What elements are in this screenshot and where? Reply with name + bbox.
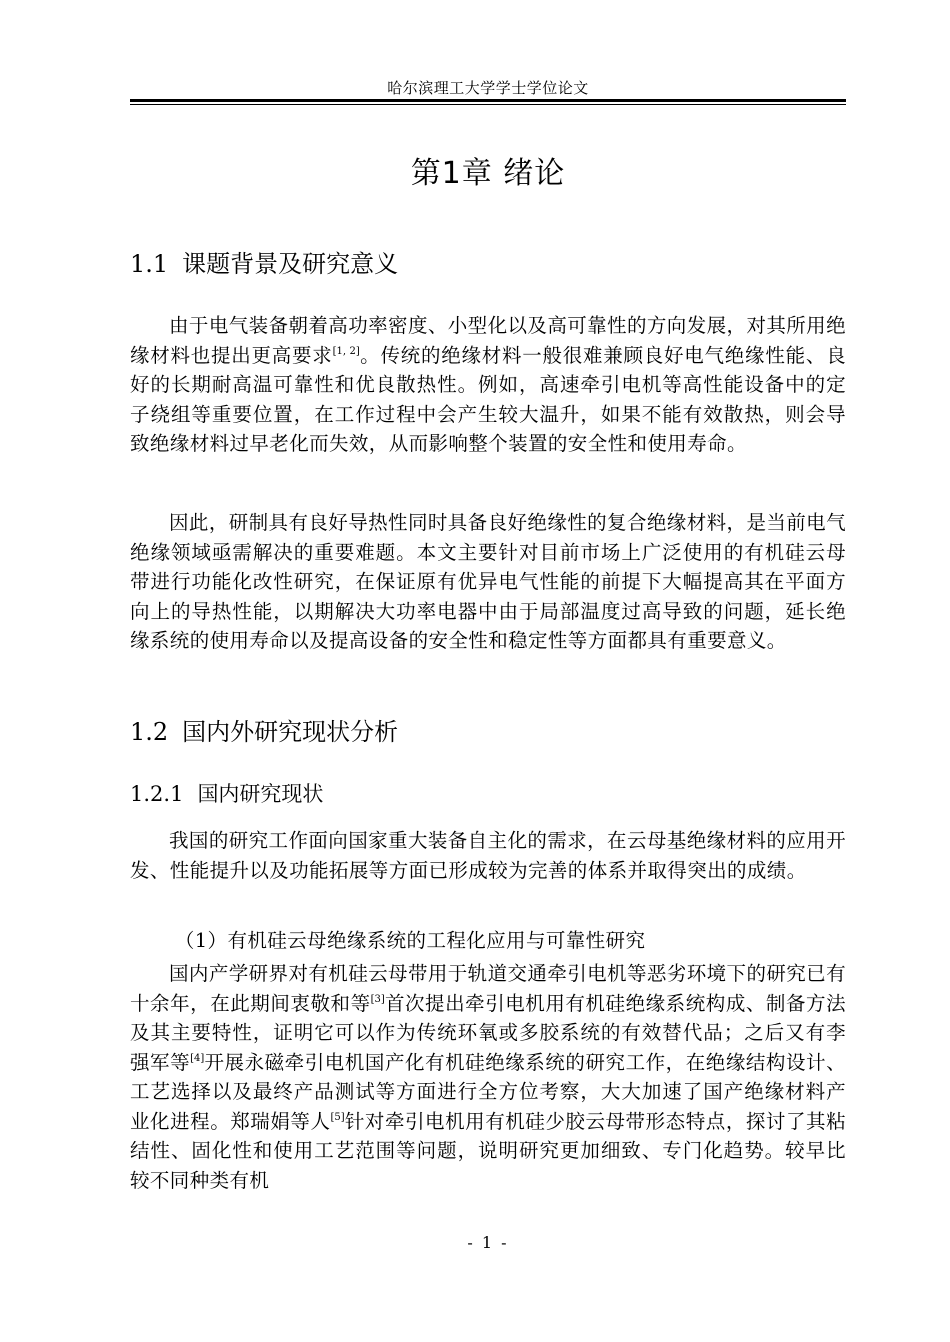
header-rule-thin [130, 104, 846, 105]
list-item-text: （1）有机硅云母绝缘系统的工程化应用与可靠性研究 [174, 929, 646, 952]
section-number: 1.1 [130, 250, 169, 278]
section-title: 课题背景及研究意义 [182, 250, 399, 278]
paragraph-significance [130, 508, 846, 656]
paragraph-text: 我国的研究工作面向国家重大装备自主化的需求，在云母基绝缘材料的应用开发、性能提升以及功能拓展等方面已形成较为完善的体系并取得突出的成绩。 [130, 829, 846, 882]
paragraph-text: 首次提出牵引电机用有机硅绝缘系统构成、制备方法及其主要特性，证明它可以作为传统环氧或多胶系统的有效替代品；之后又有李强军等 [130, 991, 846, 1074]
paragraph-text: 。传统的绝缘材料一般很难兼顾良好电气绝缘性能、良好的长期耐高温可靠性和优良散热性。例如，高速牵引电机等高性能设备中的定子绕组等重要位置，在工作过程中会产生较大温升，如果不能有效散热，则会导致绝缘材料过早老化而失效，从而影响整个装置的安全性和使用寿命。 [130, 343, 846, 455]
subsection-title: 国内研究现状 [197, 782, 324, 806]
citation-ref: [1, 2] [332, 345, 360, 357]
paragraph-text: 由于电气装备朝着高功率密度、小型化以及高可靠性的方向发展，对其所用绝缘材料也提出更高要求 [130, 314, 846, 367]
header-rule-thick [130, 99, 846, 102]
citation-ref: [4] [190, 1052, 205, 1064]
section-heading-1-1 [130, 247, 846, 281]
citation-ref: [5] [330, 1111, 345, 1123]
section-heading-1-2 [130, 715, 846, 749]
subsection-number: 1.2.1 [130, 782, 184, 806]
section-number: 1.2 [130, 718, 169, 746]
paragraph-text: 针对牵引电机用有机硅少胶云母带形态特点，探讨了其粘结性、固化性和使用工艺范围等问题，说明研究更加细致、专门化趋势。较早比较不同种类有机 [130, 1109, 846, 1192]
paragraph-text: 国内产学研界对有机硅云母带用于轨道交通牵引电机等恶劣环境下的研究已有十余年，在此期间衷敬和等 [130, 962, 846, 1015]
chapter-title: 第1章 绪论 [410, 156, 566, 191]
paragraph-text: 开展永磁牵引电机国产化有机硅绝缘系统的研究工作，在绝缘结构设计、工艺选择以及最终产品测试等方面进行全方位考察，大大加速了国产绝缘材料产业化进程。郑瑞娟等人 [130, 1050, 846, 1133]
citation-ref: [3] [370, 993, 385, 1005]
subsection-heading-1-2-1 [130, 779, 846, 809]
paragraph-domestic-intro [130, 826, 846, 885]
page-number: - 1 - [467, 1233, 509, 1252]
paragraph-text: 因此，研制具有良好导热性同时具备良好绝缘性的复合绝缘材料，是当前电气绝缘领域亟需解决的重要难题。本文主要针对目前市场上广泛使用的有机硅云母带进行功能化改性研究，在保证原有优异电气性能的前提下大幅提高其在平面方向上的导热性能，以期解决大功率电器中由于局部温度过高导致的问题，延长绝缘系统的使用寿命以及提高设备的安全性和稳定性等方面都具有重要意义。 [130, 511, 846, 652]
section-title: 国内外研究现状分析 [182, 718, 399, 746]
paragraph-background [130, 311, 846, 459]
paragraph-domestic-research [130, 959, 846, 1195]
list-item-1 [130, 926, 846, 956]
running-header: 哈尔滨理工大学学士学位论文 [387, 79, 589, 97]
